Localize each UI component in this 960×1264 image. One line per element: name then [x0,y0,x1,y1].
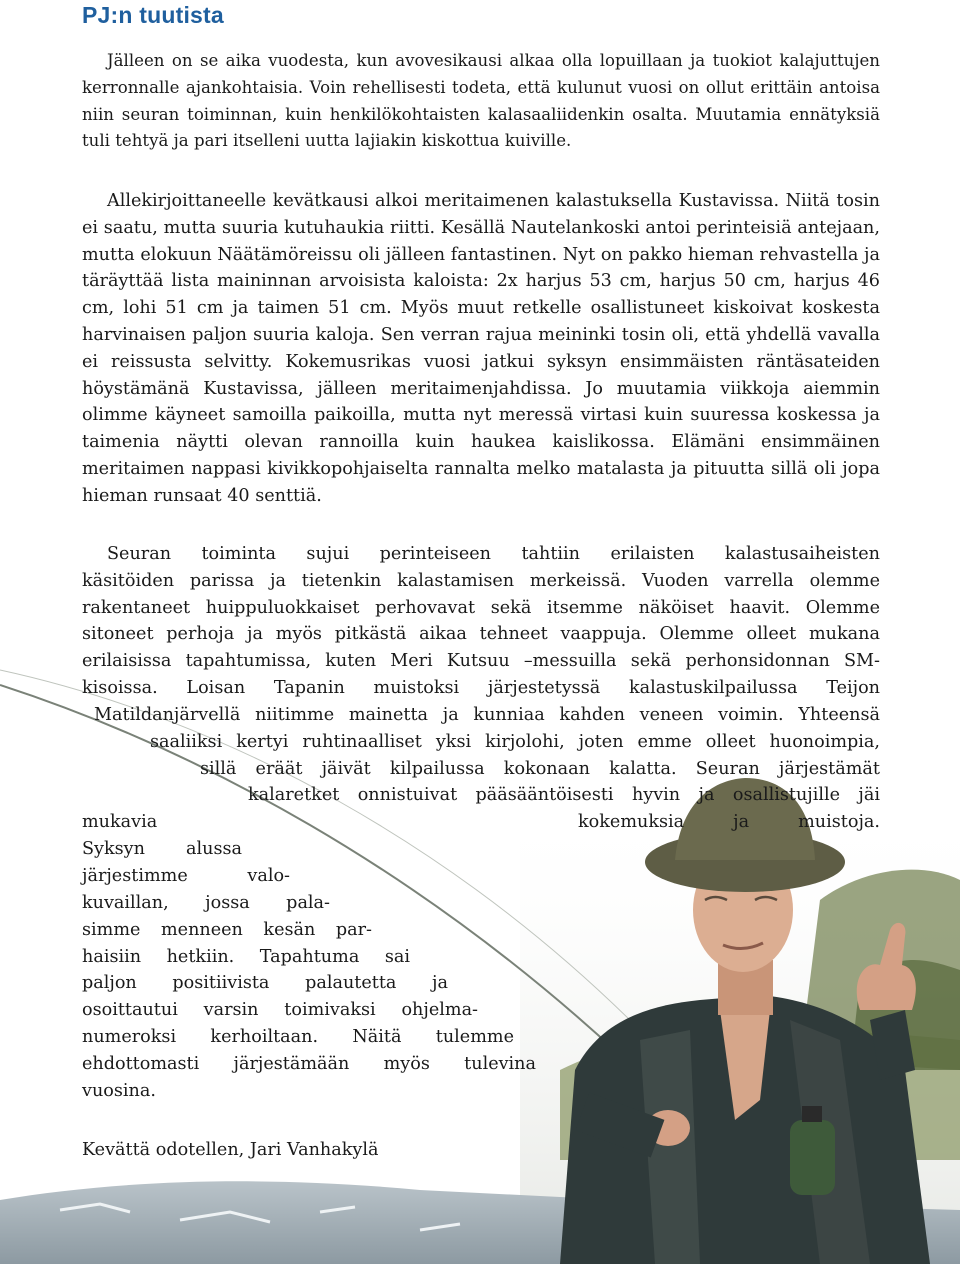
text-line: kalaretket onnistuivat pääsääntöisesti hyvin ja osallistujille jäi [248,785,880,805]
text-line: simme menneen kesän par- [82,920,372,940]
text-line: Seuran toiminta sujui perinteiseen tahtiin erilaisten kalastusaiheisten [107,544,880,564]
text-line: haisiin hetkiin. Tapahtuma sai [82,947,410,967]
text-fragment: kokemuksia ja muistoja. [578,812,880,832]
text-line: vuosina. [82,1081,156,1101]
text-line: osoittautui varsin toimivaksi ohjelma- [82,1000,478,1020]
text-line: sillä eräät jäivät kilpailussa kokonaan kalatta. Seuran järjestämät [200,759,880,779]
text-line: sitoneet perhoja ja myös pitkästä aikaa tehneet vaappuja. Olemme olleet mukana [82,624,880,644]
text-line: saaliiksi kertyi ruhtinaalliset yksi kirjolohi, joten emme olleet huonoimpia, [150,732,880,752]
text-line: kuvaillan, jossa pala- [82,893,330,913]
paragraph-intro: Jälleen on se aika vuodesta, kun avovesikausi alkaa olla lopuillaan ja tuokiot kalajuttujen kerronnalle ajankohtaisia. Voin rehellisesti todeta, että kulunut vuosi on ollut erittäin antoisa niin seuran toiminnan, kuin henkilökohtaisten kalasaaliidenkin osalta. Muutamia ennätyksiä tuli tehtyä ja pari itselleni uutta lajiakin kiskottua kuiville. [82,51,880,151]
text-line: käsitöiden parissa ja tietenkin kalastamisen merkeissä. Vuoden varrella olemme [82,571,880,591]
text-line: erilaisissa tapahtumissa, kuten Meri Kutsuu –messuilla sekä perhonsidonnan SM- [82,651,880,671]
text-line: paljon positiivista palautetta ja [82,973,448,993]
page-title: PJ:n tuutista [82,2,224,28]
text-line: ehdottomasti järjestämään myös tulevina [82,1054,536,1074]
text-line: numeroksi kerhoiltaan. Näitä tulemme [82,1027,514,1047]
signature-line: Kevättä odotellen, Jari Vanhakylä [82,1140,379,1160]
text-line: rakentaneet huippuluokkaiset perhovavat sekä itsemme näköiset haavit. Olemme [82,598,880,618]
text-line: järjestimme valo- [82,866,290,886]
text-fragment: mukavia [82,812,158,832]
text-line: kisoissa. Loisan Tapanin muistoksi järjestetyssä kalastuskilpailussa Teijon [82,678,880,698]
paragraph-season: Allekirjoittaneelle kevätkausi alkoi meritaimenen kalastuksella Kustavissa. Niitä tosin ei saatu, mutta suuria kutuhaukia riitti. Kesällä Nautelankoski antoi perinteisiä antejaan, mutta elokuun Näätämöreissu oli jälleen fantastinen. Nyt on pakko hieman rehvastella ja täräyttää lista maininnan arvoisista kaloista: 2x harjus 53 cm, harjus 50 cm, harjus 46 cm, lohi 51 cm ja taimen 51 cm. Myös muut retkelle osallistuneet kiskoivat koskesta harvinaisen paljon suuria kaloja. Sen verran rajua meininki tosin oli, että yhdellä vavalla ei reissusta selvitty. Kokemusrikas vuosi jatkui syksyn ensimmäisten räntäsateiden höystämänä Kustavissa, jälleen meritaimenjahdissa. Jo muutamia viikkoja aiemmin olimme käyneet samoilla paikoilla, mutta nyt meressä virtasi kuin suuressa koskessa ja taimenia näytti olevan rannoilla kuin haukea kaislikossa. Elämäni ensimmäinen meritaimen nappasi kivikkopohjaiselta rannalta melko matalasta ja pituutta sillä oli jopa hieman runsaat 40 senttiä. [82,191,880,506]
text-line: Syksyn alussa [82,839,242,859]
text-line: Matildanjärvellä niitimme mainetta ja kunniaa kahden veneen voimin. Yhteensä [94,705,880,725]
